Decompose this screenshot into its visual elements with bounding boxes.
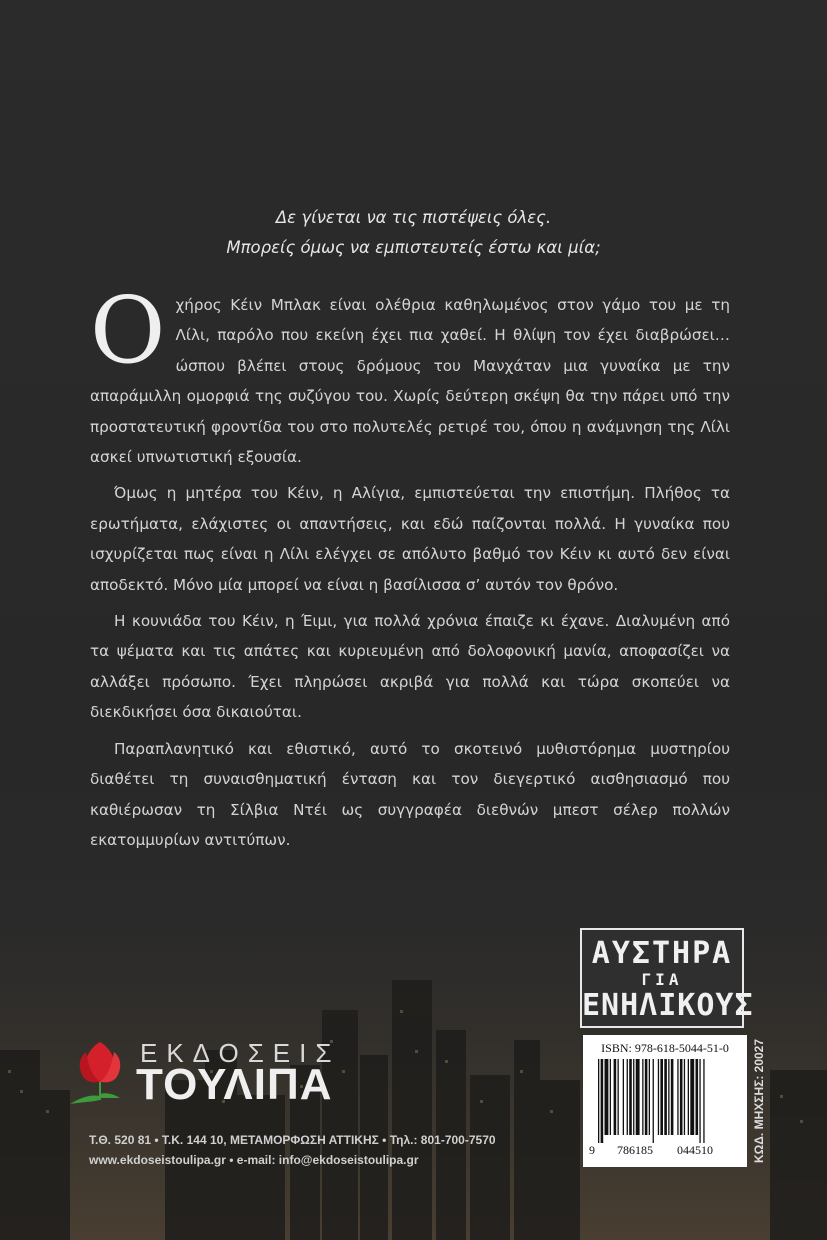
barcode-bar — [605, 1059, 609, 1135]
blurb-paragraph-1 — [90, 277, 730, 472]
tagline — [0, 203, 827, 263]
barcode-bar — [633, 1059, 634, 1135]
barcode-bar — [642, 1059, 643, 1135]
blurb-paragraph-1-text: χήρος Κέιν Μπλακ είναι ολέθρια καθηλωμένος στον γάμο του με τη Λίλι, παρόλο που εκείνη έχει πια χαθεί. Η θλίψη τον έχει διαβρώσει… ώσπου βλέπει στους δρόμους του Μανχάταν μια γυναίκα με την απαράμιλλη ομορφιά της συζύγου του. Χωρίς δεύτερη σκέψη θα την πάρει υπό την προστατευτική φροντίδα του στο πολυτελές ρετιρέ του, όπου η ανάμνηση της Λίλι ασκεί υπνωτιστική εξουσία. — [90, 296, 730, 467]
barcode-bar — [680, 1059, 683, 1135]
barcode-digits-right: 044510 — [677, 1143, 713, 1157]
barcode-bar — [677, 1059, 678, 1135]
barcode-bar — [658, 1059, 659, 1135]
blurb-paragraph-2: Όμως η μητέρα του Κέιν, η Αλίγια, εμπιστεύεται την επιστήμη. Πλήθος τα ερωτήματα, ελάχιστες οι απαντήσεις, και εδώ παίζονται πολλά. Η γυναίκα που ισχυρίζεται πως είναι η Λίλι ελέγχει σε απόλυτο βαθμό τον Κέιν κι αυτό δεν είναι αποδεκτό. Μόνο μία μπορεί να είναι η βασίλισσα σ’ αυτόν τον θρόνο. — [90, 484, 730, 594]
adults-only-rating-badge — [580, 928, 754, 1028]
barcode-bar — [671, 1059, 674, 1135]
barcode-digits — [587, 1143, 743, 1157]
barcode-bar — [660, 1059, 663, 1135]
tagline-line-1: Δε γίνεται να τις πιστέψεις όλες. — [275, 208, 552, 227]
isbn-text: ISBN: 978-618-5044-51-0 — [601, 1041, 729, 1055]
barcode-bar — [627, 1059, 628, 1135]
barcode-bar — [623, 1059, 624, 1135]
barcode-bar — [610, 1059, 611, 1135]
barcode-bar — [664, 1059, 667, 1135]
tagline-line-2: Μπορείς όμως να εμπιστευτείς έστω και μία; — [226, 238, 601, 257]
rating-line-1: ΑΥΣΤΗΡΑ — [591, 936, 733, 971]
barcode-bar — [614, 1059, 617, 1135]
barcode-digit-lead: 9 — [589, 1143, 595, 1157]
barcode-bar — [649, 1059, 650, 1135]
rating-line-3: ΕΝΗΛΙΚΟΥΣ — [582, 988, 754, 1023]
barcode-bar — [598, 1059, 599, 1143]
barcode-bar — [645, 1059, 648, 1135]
isbn-barcode — [583, 1035, 747, 1167]
barcode-bar — [618, 1059, 619, 1135]
blurb-paragraph-4: Παραπλανητικό και εθιστικό, αυτό το σκοτεινό μυθιστόρημα μυστηρίου διαθέτει τη συναισθηματική ένταση και τον διεγερτικό αισθησιασμό που καθιέρωσαν τη Σίλβια Ντέι ως συγγραφέα διεθνών μπεστ σέλερ πολλών εκατομμυρίων αντιτύπων. — [90, 739, 730, 849]
publisher-web-email: www.ekdoseistoulipa.gr • e-mail: info@ekdoseistoulipa.gr — [89, 1153, 419, 1167]
barcode-bar — [703, 1059, 704, 1143]
drop-cap: Ο — [90, 277, 166, 384]
barcode-bar — [668, 1059, 669, 1135]
barcode-bar — [684, 1059, 685, 1135]
barcode-bars — [590, 1059, 740, 1143]
barcode-bar — [690, 1059, 694, 1135]
publisher-name: ΤΟΥΛΙΠΑ — [136, 1060, 333, 1109]
barcode-bar — [688, 1059, 689, 1135]
barcode-bar — [601, 1059, 604, 1143]
barcode-bar — [629, 1059, 632, 1135]
barcode-bar — [699, 1059, 700, 1143]
barcode-bar — [636, 1059, 640, 1135]
product-code: ΚΩΔ. ΜΗΧΣΗΣ: 20027 — [752, 1039, 766, 1164]
blurb — [90, 277, 730, 861]
barcode-bar — [653, 1059, 654, 1143]
publisher-address: Τ.Θ. 520 81 • Τ.Κ. 144 10, ΜΕΤΑΜΟΡΦΩΣΗ ΑΤΤΙΚΗΣ • Τηλ.: 801-700-7570 — [89, 1133, 496, 1147]
barcode-digits-left: 786185 — [617, 1143, 653, 1157]
publisher-label: ΕΚΔΟΣΕΙΣ — [140, 1038, 341, 1068]
barcode-bar — [696, 1059, 699, 1135]
tulip-logo-icon — [66, 1038, 134, 1108]
blurb-paragraph-3: Η κουνιάδα του Κέιν, η Έιμι, για πολλά χρόνια έπαιζε κι έχανε. Διαλυμένη από τα ψέματα και τις απάτες και κυριευμένη από δολοφονική μανία, αποφασίζει να αλλάξει πρόσωπο. Έχει πληρώσει ακριβά για πολλά και τώρα σκοπεύει να διεκδικήσει όσα δικαιούται. — [90, 612, 730, 722]
rating-line-2: ΓΙΑ — [641, 970, 683, 989]
